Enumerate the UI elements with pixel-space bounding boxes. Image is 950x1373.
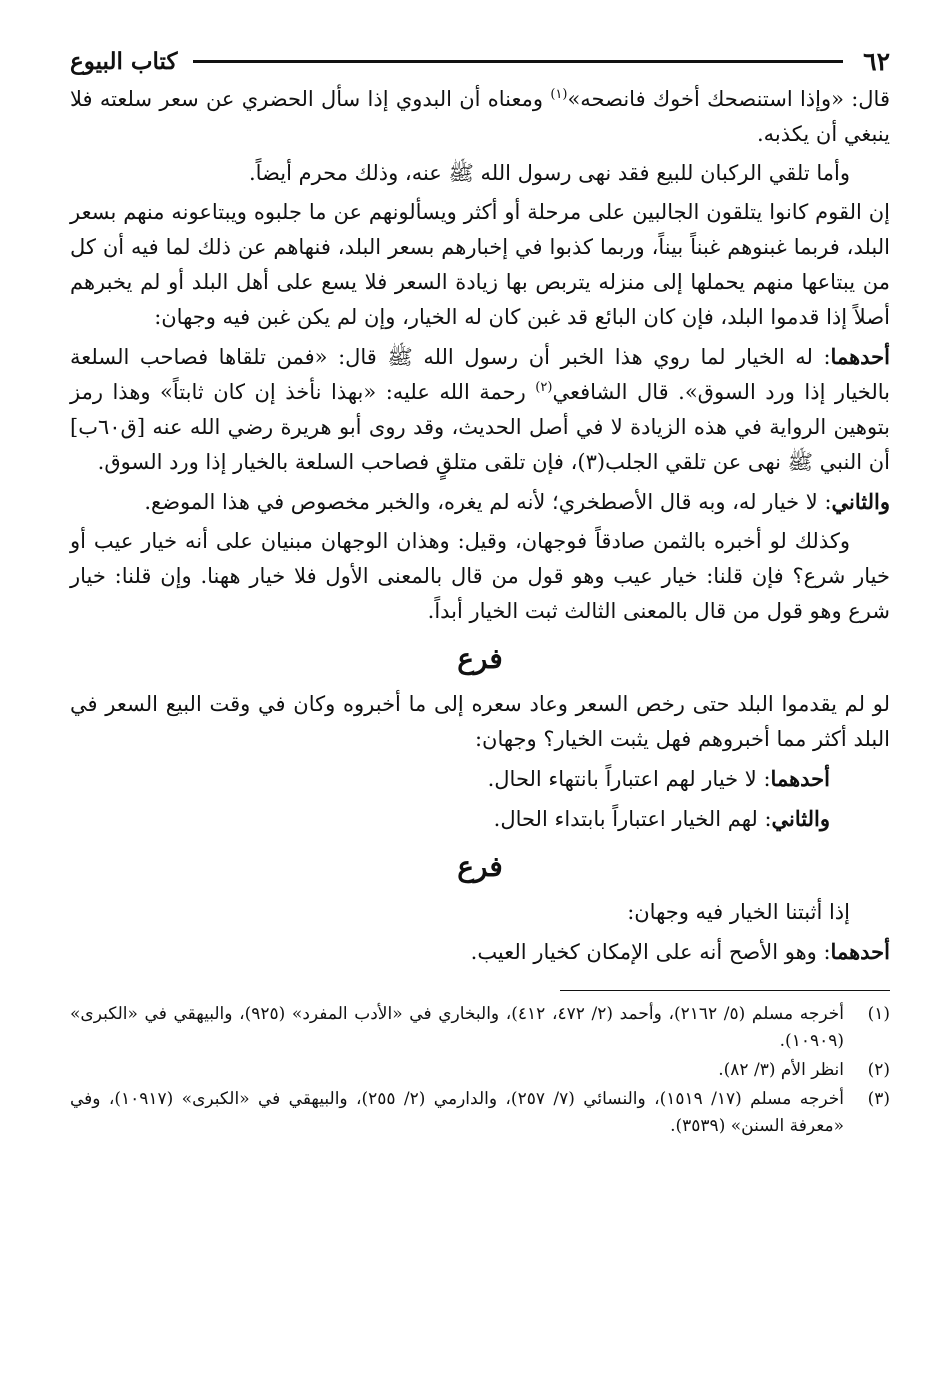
- footnotes: [70, 1001, 890, 1140]
- section-heading-1: فرع: [457, 642, 503, 675]
- paragraph-text: وأما تلقي الركبان للبيع فقد نهى رسول الله ﷺ عنه، وذلك محرم أيضاً.: [248, 161, 850, 185]
- section2-option-1: [70, 934, 890, 970]
- paragraph-text: : له الخيار لما روي هذا الخبر أن رسول الله ﷺ قال: «فمن تلقاها فصاحب السلعة بالخيار إذا ورد السوق». قال الشافعي: [70, 345, 890, 404]
- footnote-number: (١): [867, 1004, 890, 1024]
- paragraph-text: : وهو الأصح أنه على الإمكان كخيار العيب.: [470, 940, 831, 964]
- page-header: [70, 42, 890, 80]
- paragraph-text: : لا خيار له، وبه قال الأصطخري؛ لأنه لم يغره، والخبر مخصوص في هذا الموضع.: [144, 490, 832, 514]
- section1-option-2: [70, 801, 890, 837]
- page-number: ٦٢: [863, 46, 890, 76]
- paragraph-2: [70, 156, 890, 191]
- paragraph-text: إن القوم كانوا يتلقون الجالبين على مرحلة أو أكثر ويسألونهم عن ما جلبوه ويبتاعونه منهم بسعر البلد، فربما غبنوهم غبناً بيناً، وربما كذبوا في إخبارهم بسعر البلد، فنهاهم عن ذلك لما فيه أن كل من يبتاعها منهم يحملها إلى منزله يتربص بها زيادة السعر فلا يسع على أهل البلد أو لم يخبرهم أصلاً إذا قدموا البلد، فإن كان البائع قد غبن كان له الخيار، وإن لم يكن غبن فيه وجهان:: [70, 200, 890, 329]
- paragraph-lead: والثاني: [771, 806, 830, 831]
- footnote-marker: (١): [550, 87, 568, 102]
- footnote-rule: [560, 990, 890, 991]
- paragraph-5: [70, 484, 890, 520]
- paragraph-text: ومعناه أن البدوي إذا سأل الحضري عن سعر سلعته فلا ينبغي أن يكذبه.: [70, 87, 890, 146]
- paragraph-lead: أحدهما: [770, 766, 830, 791]
- paragraph-lead: أحدهما: [830, 344, 890, 369]
- paragraph-lead: والثاني: [831, 489, 890, 514]
- footnote-marker: (٢): [535, 380, 553, 395]
- section-heading-2: فرع: [457, 850, 503, 883]
- paragraph-4: [70, 339, 890, 480]
- paragraph-6: [70, 524, 890, 629]
- footnote-number: (٣): [867, 1089, 890, 1109]
- section1-paragraph: [70, 687, 890, 757]
- paragraph-3: [70, 195, 890, 335]
- main-text: [70, 82, 890, 970]
- paragraph-text: قال: «وإذا استنصحك أخوك فانصحه»: [567, 87, 890, 111]
- book-page: [70, 42, 890, 1352]
- footnote-2: [70, 1057, 890, 1084]
- footnote-1: [70, 1001, 890, 1055]
- section1-option-1: [70, 761, 890, 797]
- footnote-text: انظر الأم (٣/ ٨٢).: [718, 1060, 844, 1080]
- paragraph-text: : لا خيار لهم اعتباراً بانتهاء الحال.: [487, 767, 771, 791]
- section2-paragraph: [70, 895, 890, 930]
- paragraph-text: إذا أثبتنا الخيار فيه وجهان:: [627, 900, 850, 924]
- paragraph-lead: أحدهما: [830, 939, 890, 964]
- paragraph-1: [70, 82, 890, 152]
- paragraph-text: : لهم الخيار اعتباراً بابتداء الحال.: [493, 807, 772, 831]
- running-title: كتاب البيوع: [70, 47, 178, 75]
- paragraph-text: وكذلك لو أخبره بالثمن صادقاً فوجهان، وقيل: وهذان الوجهان مبنيان على أنه خيار عيب أو خيار شرع؟ فإن قلنا: خيار عيب وهو قول من قال بالمعنى الأول فلا خيار ههنا. وإن قلنا: خيار شرع وهو قول من قال بالمعنى الثالث ثبت الخيار أبداً.: [70, 529, 890, 623]
- footnote-text: أخرجه مسلم (١٧/ ١٥١٩)، والنسائي (٧/ ٢٥٧)، والدارمي (٢/ ٢٥٥)، والبيهقي في «الكبرى» (١٠٩١٧)، وفي «معرفة السنن» (٣٥٣٩).: [70, 1089, 844, 1136]
- header-rule: [193, 60, 843, 63]
- footnote-text: أخرجه مسلم (٥/ ٢١٦٢)، وأحمد (٢/ ٤٧٢، ٤١٢)، والبخاري في «الأدب المفرد» (٩٢٥)، والبيهقي في «الكبرى» (١٠٩٠٩).: [70, 1004, 845, 1051]
- paragraph-text: لو لم يقدموا البلد حتى رخص السعر وعاد سعره إلى ما أخبروه وكان في وقت البيع السعر في البلد أكثر مما أخبروهم فهل يثبت الخيار؟ وجهان:: [70, 692, 890, 751]
- paragraph-text: رحمة الله عليه: «بهذا نأخذ إن كان ثابتاً» وهذا رمز بتوهين الرواية في هذه الزيادة لا في أصل الحديث، وقد روى أبو هريرة رضي الله عنه [ق٦٠ب] أن النبي ﷺ نهى عن تلقي الجلب(٣)، فإن تلقى متلقٍ فصاحب السلعة بالخيار إذا ورد السوق.: [70, 380, 890, 474]
- footnote-number: (٢): [867, 1060, 890, 1080]
- footnote-3: [70, 1086, 890, 1140]
